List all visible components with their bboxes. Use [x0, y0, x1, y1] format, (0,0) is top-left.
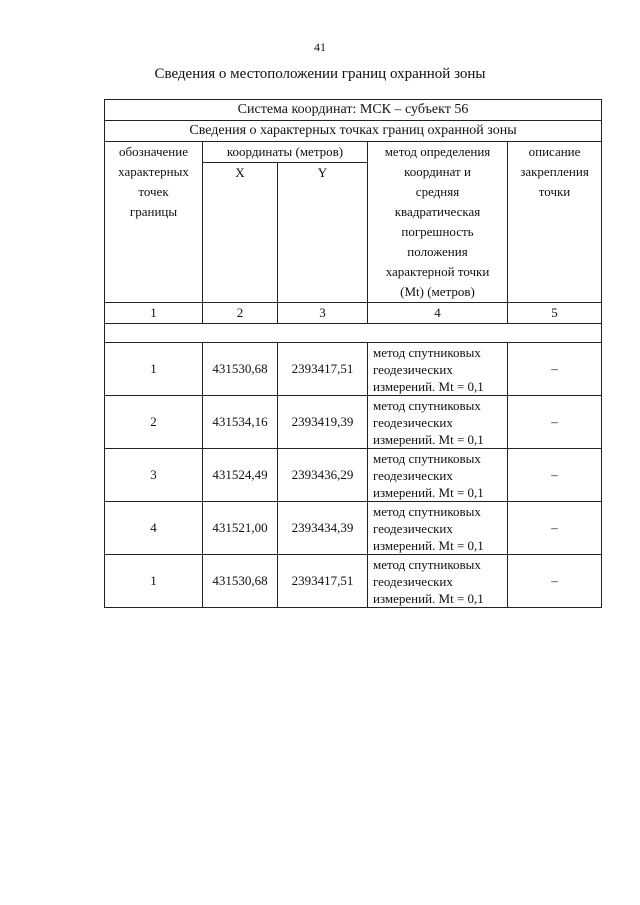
table-subtitle-cell: Сведения о характерных точках границ охранной зоны [105, 121, 602, 142]
x-cell: 431521,00 [203, 502, 278, 555]
table-row [105, 449, 602, 502]
table-row [105, 555, 602, 608]
coordinate-system-cell: Система координат: МСК – субъект 56 [105, 100, 602, 121]
column-number-1: 1 [105, 303, 203, 324]
column-number-3: 3 [278, 303, 368, 324]
description-cell: – [508, 449, 602, 502]
point-cell: 4 [105, 502, 203, 555]
document-title: Сведения о местоположении границ охранной зоны [154, 66, 486, 82]
y-cell: 2393417,51 [278, 343, 368, 396]
method-cell: метод спутниковых геодезических измерений. Mt = 0,1 [368, 502, 508, 555]
column-number-5: 5 [508, 303, 602, 324]
point-cell: 1 [105, 555, 203, 608]
x-cell: 431534,16 [203, 396, 278, 449]
description-cell: – [508, 343, 602, 396]
header-y: Y [278, 163, 368, 303]
y-cell: 2393417,51 [278, 555, 368, 608]
method-cell: метод спутниковых геодезических измерений. Mt = 0,1 [368, 449, 508, 502]
method-cell: метод спутниковых геодезических измерений. Mt = 0,1 [368, 396, 508, 449]
method-cell: метод спутниковых геодезических измерений. Mt = 0,1 [368, 343, 508, 396]
description-cell: – [508, 396, 602, 449]
point-cell: 2 [105, 396, 203, 449]
header-coordinates: координаты (метров) [203, 142, 368, 163]
x-cell: 431530,68 [203, 555, 278, 608]
page-number: 41 [314, 40, 326, 54]
description-cell: – [508, 502, 602, 555]
x-cell: 431524,49 [203, 449, 278, 502]
column-number-2: 2 [203, 303, 278, 324]
point-cell: 1 [105, 343, 203, 396]
header-x: X [203, 163, 278, 303]
table-row [105, 396, 602, 449]
method-cell: метод спутниковых геодезических измерений. Mt = 0,1 [368, 555, 508, 608]
header-description: описание закрепления точки [508, 142, 602, 303]
table-row [105, 343, 602, 396]
column-number-4: 4 [368, 303, 508, 324]
y-cell: 2393419,39 [278, 396, 368, 449]
description-cell: – [508, 555, 602, 608]
empty-separator-row [105, 324, 602, 343]
y-cell: 2393434,39 [278, 502, 368, 555]
y-cell: 2393436,29 [278, 449, 368, 502]
point-cell: 3 [105, 449, 203, 502]
x-cell: 431530,68 [203, 343, 278, 396]
header-designation: обозначение характерных точек границы [105, 142, 203, 303]
header-method: метод определения координат и средняя квадратическая погрешность положения характерной точки (Mt) (метров) [368, 142, 508, 303]
boundary-points-table [104, 99, 602, 608]
table-row [105, 502, 602, 555]
